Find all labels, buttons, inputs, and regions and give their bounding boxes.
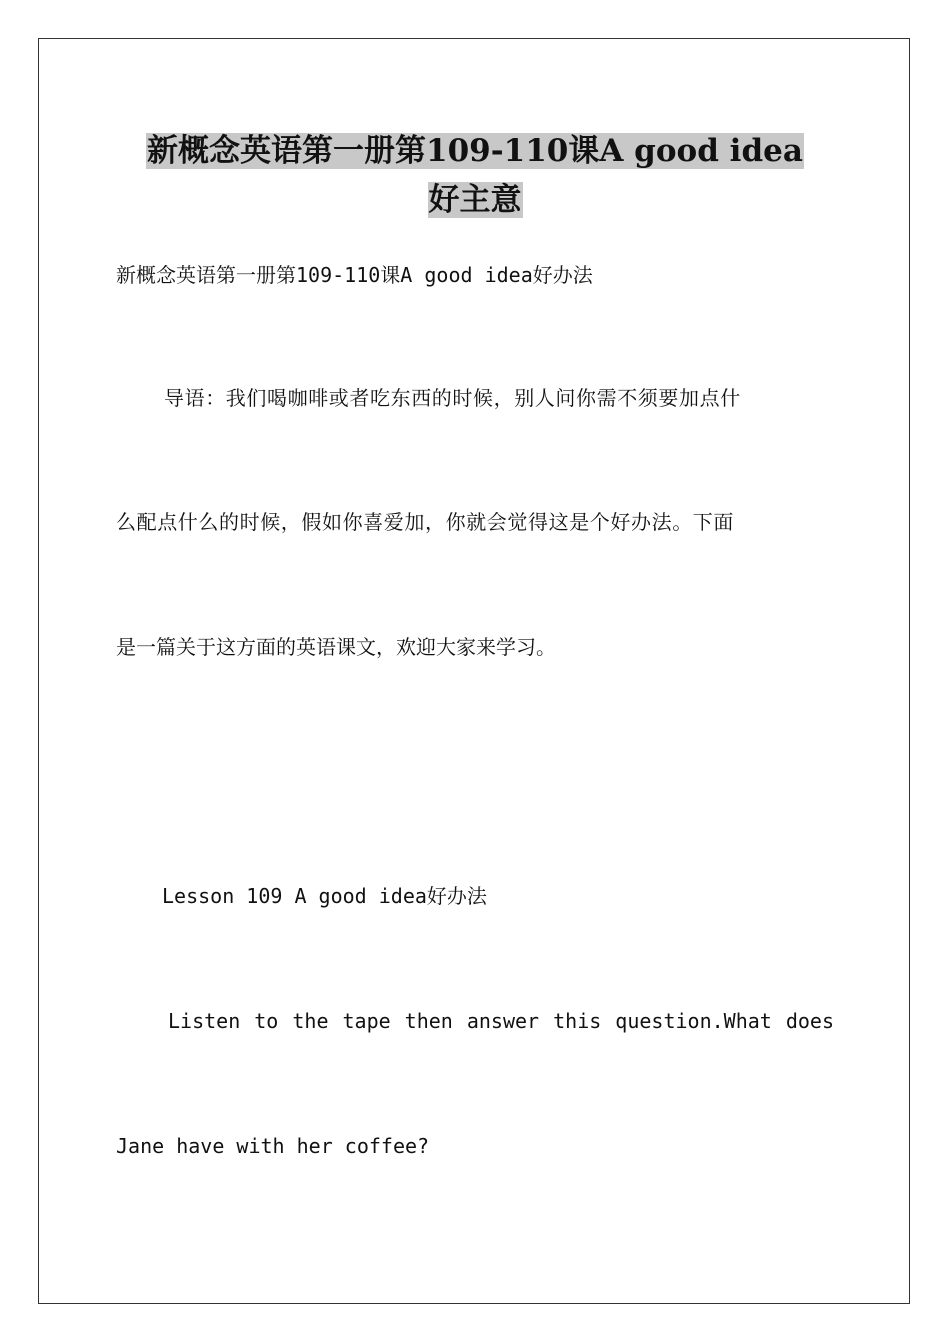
document-title-continued	[60, 176, 890, 224]
lesson-heading: Lesson 109 A good idea好办法	[162, 884, 487, 908]
document-title	[60, 127, 890, 175]
page-border	[38, 38, 910, 1304]
intro-paragraph-line-2: 么配点什么的时候，假如你喜爱加，你就会觉得这是个好办法。下面	[116, 510, 734, 534]
question-line-2: Jane have with her coffee?	[116, 1134, 430, 1158]
intro-paragraph-line-3: 是一篇关于这方面的英语课文，欢迎大家来学习。	[116, 635, 556, 659]
title-line-2: 好主意	[428, 182, 522, 218]
subtitle-paragraph: 新概念英语第一册第109-110课A good idea好办法	[116, 263, 593, 287]
question-line-1: Listen to the tape then answer this question.What does	[168, 1009, 834, 1033]
intro-paragraph-line-1: 导语：我们喝咖啡或者吃东西的时候，别人问你需不须要加点什	[164, 386, 741, 410]
title-line-1: 新概念英语第一册第109-110课A good idea	[147, 133, 803, 169]
